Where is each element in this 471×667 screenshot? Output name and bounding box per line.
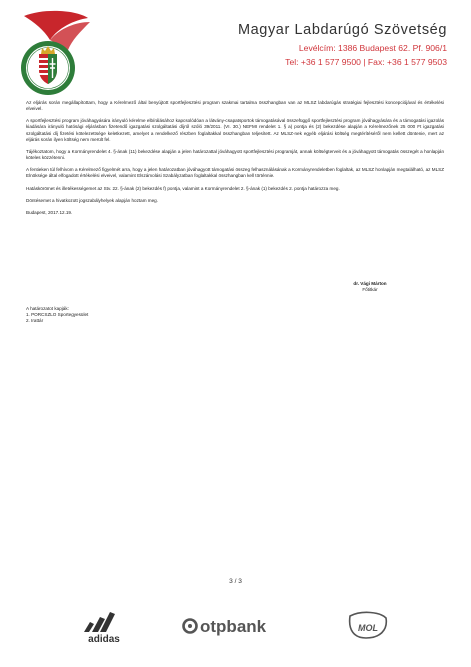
signatory-name: dr. Vági Márton (353, 281, 387, 286)
svg-text:adidas: adidas (88, 634, 120, 644)
signatory-title: Főtitkár (362, 287, 378, 292)
document-body (26, 100, 444, 223)
paragraph: Az eljárás során megállapítottam, hogy a Kérelmező által benyújtott sportfejlesztési program szakmai tartalma összhangban van az MLSZ labdarúgás stratégiai fejlesztési koncepciójával és értékelési elveivel. (26, 100, 444, 112)
recipients-list (26, 306, 88, 324)
svg-text:MOL: MOL (358, 623, 378, 633)
recipients-heading: A határozatot kapják: (26, 306, 69, 311)
mol-logo (344, 610, 392, 644)
date-line: Budapest, 2017.12.19. (26, 210, 73, 216)
paragraph: Hatáskörömet és illetékességemet az Stv. 22. §-ának (2) bekezdés f) pontja, valamint a Kormányrendelet 2. §-ának (1) bekezdés 2. pontja határozza meg. (26, 185, 340, 191)
paragraph: Döntésemet a hivatkozott jogszabályhelyek alapján hoztam meg. (26, 197, 159, 203)
org-address: Levélcím: 1386 Budapest 62. Pf. 906/1 (298, 43, 447, 53)
list-item: 2. Irattár (26, 317, 44, 323)
paragraph: A fentieken túl felhívom a Kérelmező figyelmét arra, hogy a jelen határozatban jóváhagyott támogatási összeg felhasználásának a Kormányrendeletben foglaltak, az MLSZ honlapján megtalálható, az MLSZ Elnöksége által elfogadott értékelési elveivel, valamint Elszámolási Szabályzatban foglaltakkal összhangban kell történnie. (26, 167, 444, 179)
signature-block (340, 281, 400, 293)
adidas-logo (74, 610, 134, 644)
otpbank-logo (180, 610, 272, 644)
page-number: 3 / 3 (229, 578, 242, 585)
list-item: 1. PORCSZLO Sportegyesület (26, 311, 89, 317)
mlsz-logo (14, 8, 90, 100)
paragraph: A sportfejlesztési program jóváhagyására irányuló kérelme elbírálásához kapcsolódóan a látvány-csapatsportok támogatásával összefüggő sportfejlesztési program jóváhagyására és a támogatási igazolás kiadására irányuló hatósági eljárásban fizetendő igazgatási szolgáltatási díjról szóló 39/2011. (VI. 30.) NEFMI rendelet 1. § a) pontja és (2) bekezdése alapján a Kérelmezőnek 25 000 Ft igazgatási szolgáltatási díj fizetési kötelezettsége keletkezett, amelyet a rendelkező részben foglaltakkal összhangban teljesített. Az MLSZ-nek egyéb eljárási költség megtérítéséről nem kellett döntenie, mert az eljárás során ilyen költség nem merült fel. (26, 118, 444, 142)
org-header (238, 22, 447, 67)
paragraph: Tájékoztatom, hogy a Kormányrendelet 4. §-ának (11) bekezdése alapján a jelen határozattal jóváhagyott sportfejlesztési programját, annak költségterveit és a jóváhagyott támogatás összegét a honlapján köteles közzétenni. (26, 148, 444, 161)
org-contact: Tel: +36 1 577 9500 | Fax: +36 1 577 9503 (285, 57, 447, 67)
org-name: Magyar Labdarúgó Szövetség (237, 22, 447, 38)
svg-text:otpbank: otpbank (200, 617, 267, 636)
